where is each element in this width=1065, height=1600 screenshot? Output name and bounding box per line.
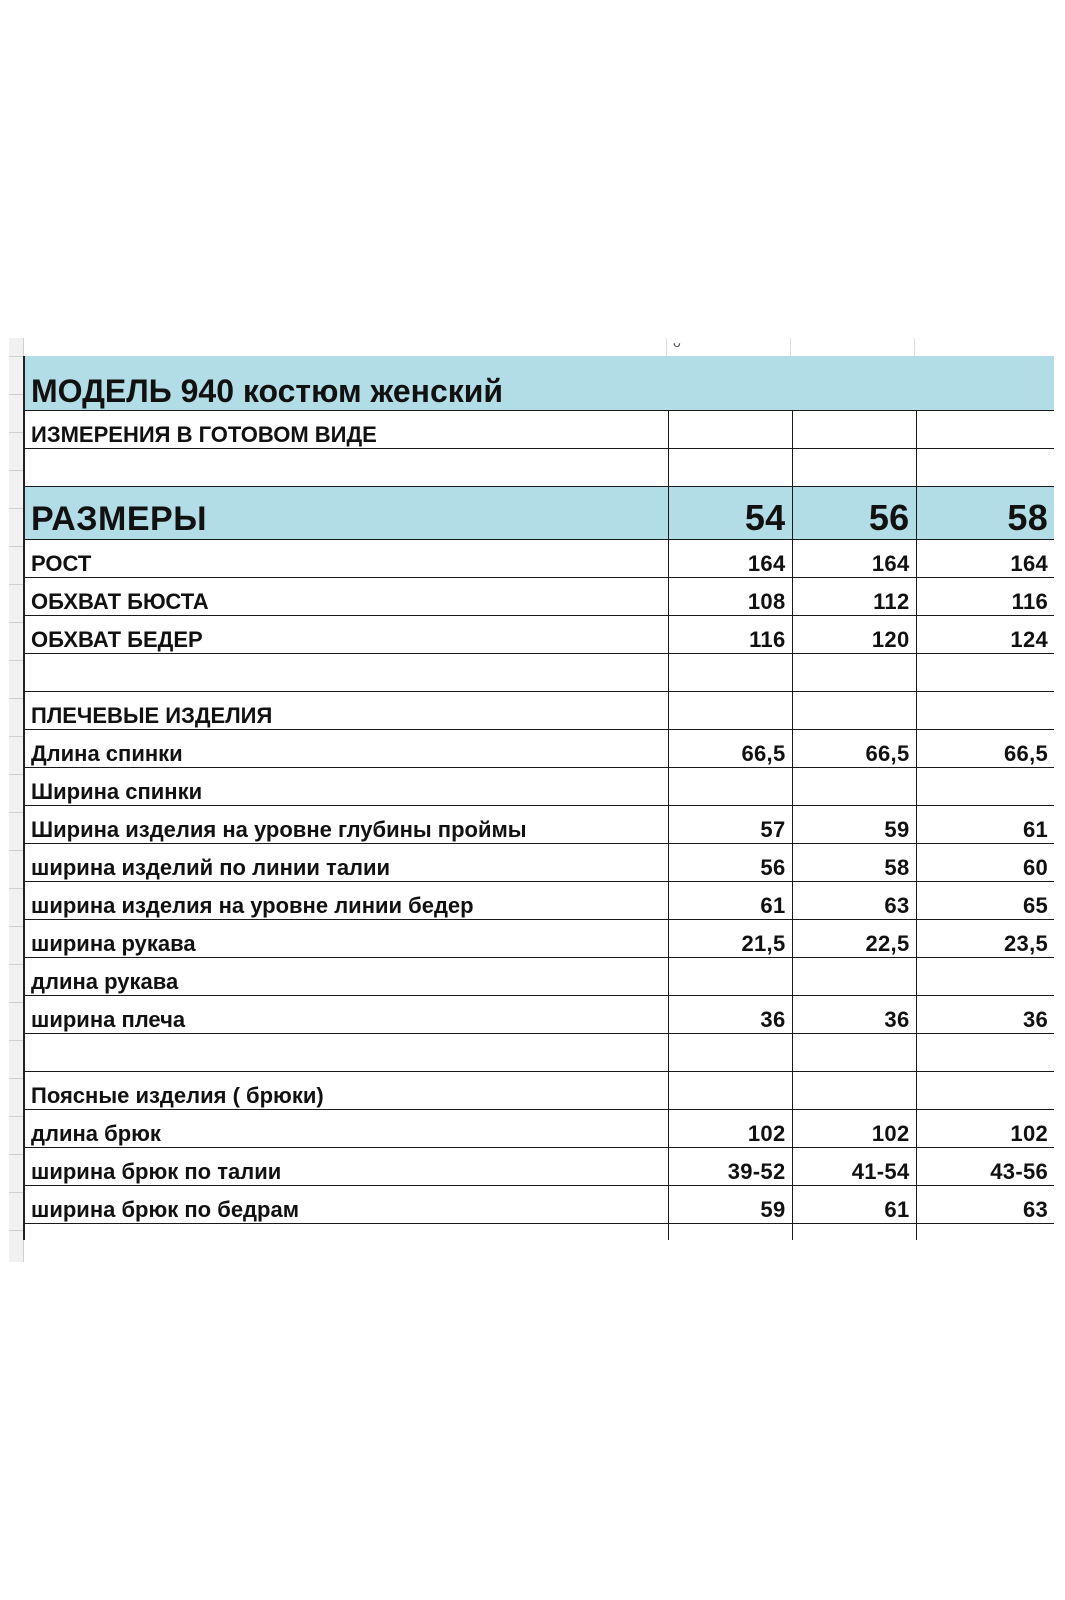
row-label[interactable]: ширина рукава (24, 920, 668, 958)
row-label[interactable]: Ширина изделия на уровне глубины проймы (24, 806, 668, 844)
value-cell[interactable]: 23,5 (916, 920, 1054, 958)
value-cell[interactable]: 58 (792, 844, 916, 882)
value-cell[interactable] (916, 768, 1054, 806)
table-row (24, 692, 1054, 730)
value-cell[interactable] (668, 1034, 792, 1072)
value-cell[interactable]: 164 (916, 540, 1054, 578)
value-cell[interactable]: 116 (916, 578, 1054, 616)
table-row (24, 1186, 1054, 1224)
value-cell[interactable]: 65 (916, 882, 1054, 920)
table-row (24, 1034, 1054, 1072)
table-row (24, 996, 1054, 1034)
value-cell[interactable]: 21,5 (668, 920, 792, 958)
value-cell[interactable]: 22,5 (792, 920, 916, 958)
table-row (24, 578, 1054, 616)
row-label[interactable]: длина рукава (24, 958, 668, 996)
top-mark: ᴗ (673, 334, 681, 350)
value-cell[interactable] (916, 1034, 1054, 1072)
table-row (24, 616, 1054, 654)
spreadsheet (9, 334, 1057, 1262)
cell[interactable] (668, 411, 792, 449)
table-row (24, 540, 1054, 578)
cell[interactable] (792, 449, 916, 487)
row-label[interactable]: Длина спинки (24, 730, 668, 768)
cell[interactable] (668, 449, 792, 487)
cell[interactable] (668, 1224, 792, 1241)
value-cell[interactable] (668, 654, 792, 692)
value-cell[interactable] (668, 768, 792, 806)
row-label[interactable]: РОСТ (24, 540, 668, 578)
value-cell[interactable]: 112 (792, 578, 916, 616)
table-row (24, 844, 1054, 882)
cell[interactable] (916, 1224, 1054, 1241)
sheet-title[interactable]: МОДЕЛЬ 940 костюм женский (24, 356, 1054, 411)
spreadsheet-top-row (23, 334, 1053, 356)
value-cell[interactable]: 66,5 (668, 730, 792, 768)
value-cell[interactable]: 108 (668, 578, 792, 616)
table-row (24, 1110, 1054, 1148)
row-label[interactable]: ширина брюк по талии (24, 1148, 668, 1186)
sizes-header-row (24, 487, 1054, 540)
value-cell[interactable]: 124 (916, 616, 1054, 654)
row-label[interactable]: ОБХВАТ БЮСТА (24, 578, 668, 616)
cell[interactable] (916, 411, 1054, 449)
table-row (24, 958, 1054, 996)
row-label[interactable]: ПЛЕЧЕВЫЕ ИЗДЕЛИЯ (24, 692, 668, 730)
value-cell[interactable]: 164 (668, 540, 792, 578)
value-cell[interactable]: 36 (668, 996, 792, 1034)
cell[interactable] (916, 449, 1054, 487)
sizes-label[interactable]: РАЗМЕРЫ (24, 487, 668, 540)
subtitle-row (24, 411, 1054, 449)
table-row (24, 806, 1054, 844)
value-cell[interactable]: 41-54 (792, 1148, 916, 1186)
value-cell[interactable]: 60 (916, 844, 1054, 882)
row-label[interactable]: ОБХВАТ БЕДЕР (24, 616, 668, 654)
row-label[interactable]: длина брюк (24, 1110, 668, 1148)
size-58[interactable]: 58 (916, 487, 1054, 540)
row-label[interactable]: ширина плеча (24, 996, 668, 1034)
size-54[interactable]: 54 (668, 487, 792, 540)
value-cell[interactable]: 63 (916, 1186, 1054, 1224)
blank-row (24, 449, 1054, 487)
value-cell[interactable]: 57 (668, 806, 792, 844)
table-row (24, 1148, 1054, 1186)
value-cell[interactable]: 116 (668, 616, 792, 654)
table-row (24, 730, 1054, 768)
row-label[interactable]: Ширина спинки (24, 768, 668, 806)
value-cell[interactable]: 43-56 (916, 1148, 1054, 1186)
value-cell[interactable] (792, 1034, 916, 1072)
table-row (24, 654, 1054, 692)
value-cell[interactable] (792, 958, 916, 996)
value-cell[interactable]: 36 (792, 996, 916, 1034)
value-cell[interactable]: 63 (792, 882, 916, 920)
row-label[interactable]: ширина изделий по линии талии (24, 844, 668, 882)
size-56[interactable]: 56 (792, 487, 916, 540)
value-cell[interactable] (916, 958, 1054, 996)
cell[interactable] (792, 1224, 916, 1241)
value-cell[interactable]: 56 (668, 844, 792, 882)
value-cell[interactable]: 66,5 (792, 730, 916, 768)
row-header-strip (9, 338, 24, 1262)
value-cell[interactable] (668, 958, 792, 996)
value-cell[interactable] (916, 654, 1054, 692)
value-cell[interactable]: 102 (668, 1110, 792, 1148)
cell[interactable] (24, 1224, 668, 1241)
value-cell[interactable]: 59 (668, 1186, 792, 1224)
row-label[interactable] (24, 1034, 668, 1072)
value-cell[interactable]: 66,5 (916, 730, 1054, 768)
row-label[interactable]: Поясные изделия ( брюки) (24, 1072, 668, 1110)
value-cell[interactable]: 61 (668, 882, 792, 920)
row-label[interactable] (24, 654, 668, 692)
value-cell[interactable]: 102 (916, 1110, 1054, 1148)
value-cell[interactable] (792, 654, 916, 692)
value-cell[interactable] (668, 1072, 792, 1110)
title-row (24, 356, 1054, 411)
value-cell[interactable]: 36 (916, 996, 1054, 1034)
value-cell[interactable] (668, 692, 792, 730)
value-cell[interactable]: 61 (792, 1186, 916, 1224)
cell[interactable] (24, 449, 668, 487)
row-label[interactable]: ширина изделия на уровне линии бедер (24, 882, 668, 920)
value-cell[interactable]: 102 (792, 1110, 916, 1148)
value-cell[interactable] (792, 768, 916, 806)
value-cell[interactable]: 39-52 (668, 1148, 792, 1186)
value-cell[interactable]: 59 (792, 806, 916, 844)
size-chart-table (23, 356, 1054, 1240)
value-cell[interactable]: 120 (792, 616, 916, 654)
value-cell[interactable]: 61 (916, 806, 1054, 844)
value-cell[interactable] (916, 692, 1054, 730)
value-cell[interactable] (792, 692, 916, 730)
row-label[interactable]: ширина брюк по бедрам (24, 1186, 668, 1224)
value-cell[interactable] (916, 1072, 1054, 1110)
sheet-subtitle[interactable]: ИЗМЕРЕНИЯ В ГОТОВОМ ВИДЕ (24, 411, 668, 449)
value-cell[interactable]: 164 (792, 540, 916, 578)
cell[interactable] (792, 411, 916, 449)
partial-row (24, 1224, 1054, 1241)
table-row (24, 768, 1054, 806)
table-row (24, 920, 1054, 958)
table-row (24, 882, 1054, 920)
table-row (24, 1072, 1054, 1110)
value-cell[interactable] (792, 1072, 916, 1110)
